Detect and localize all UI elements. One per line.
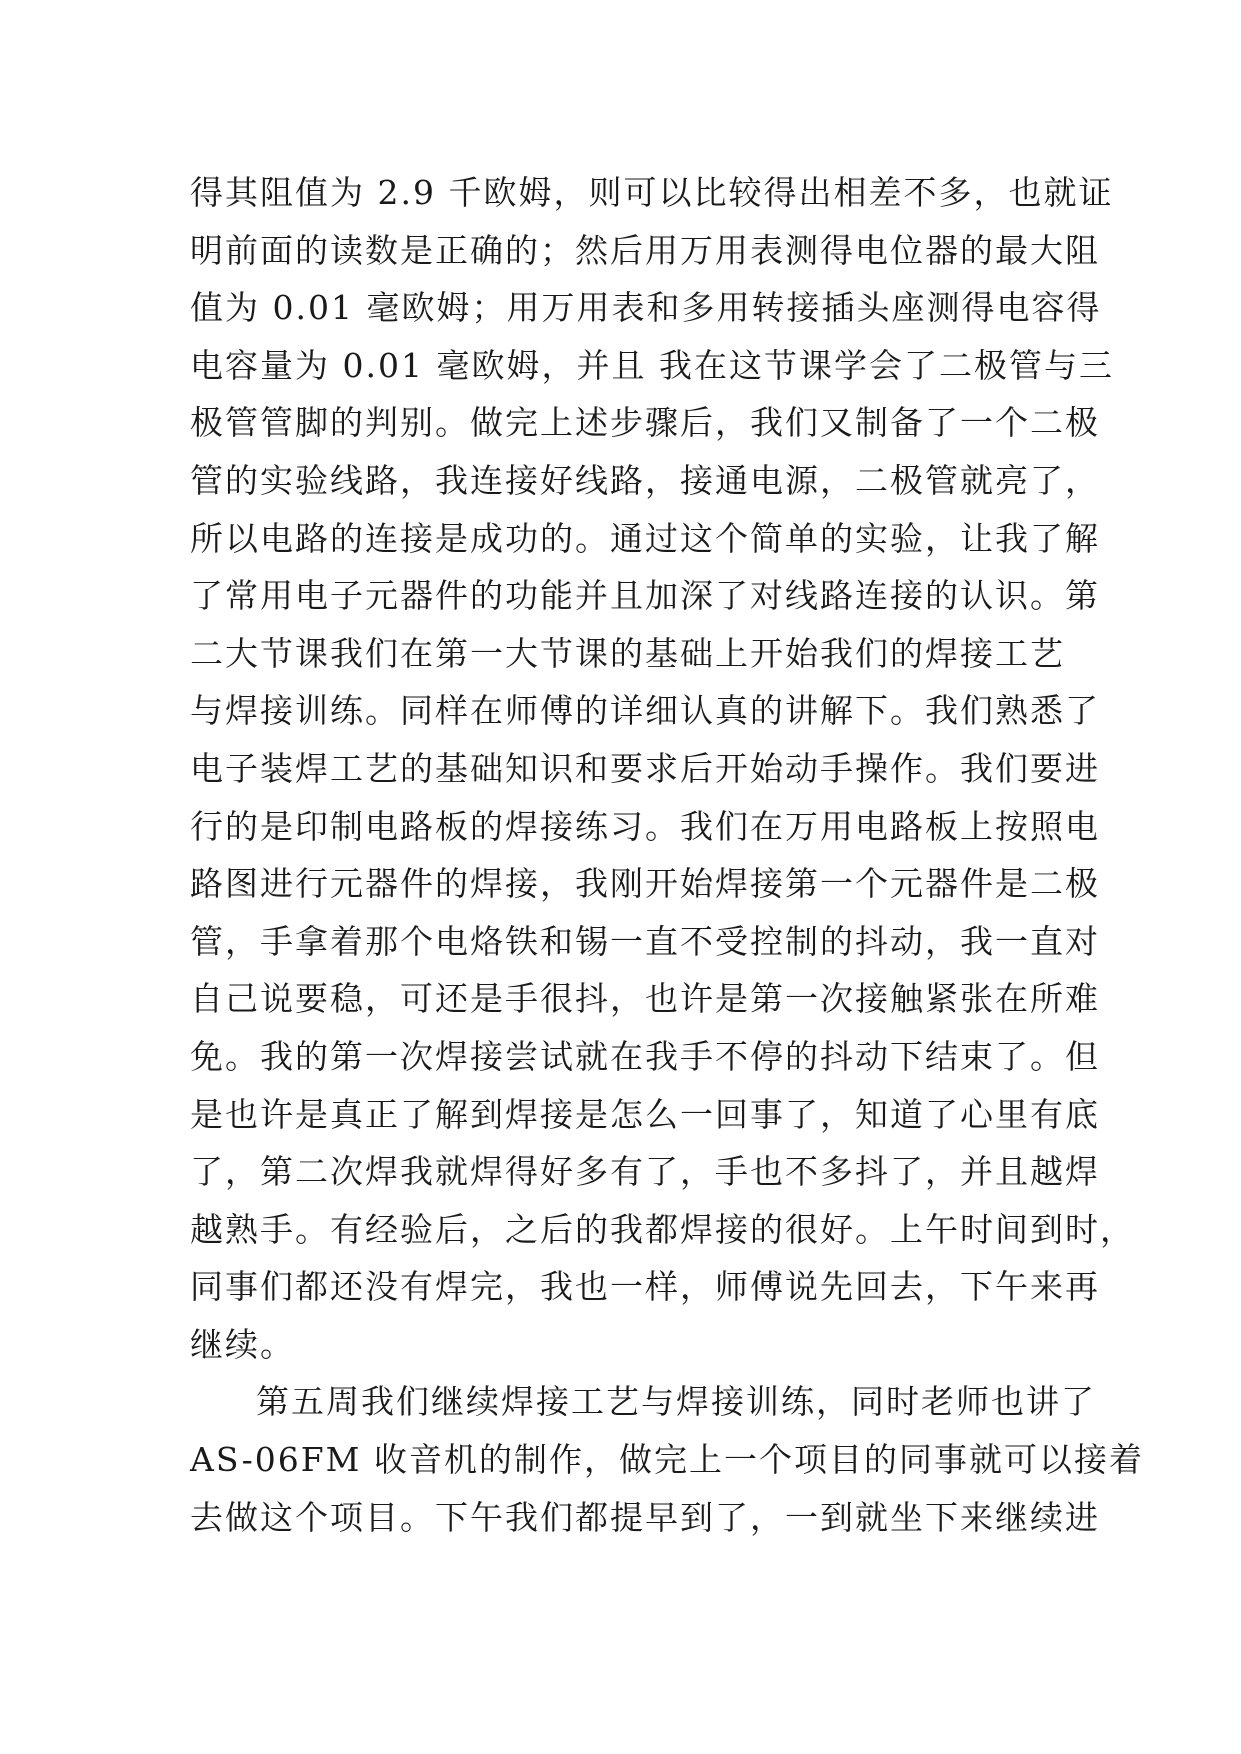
text-line: 继续。 xyxy=(190,1324,295,1364)
text-line: 自己说要稳，可还是手很抖，也许是第一次接触紧张在所难 xyxy=(190,979,1100,1019)
text-line: 路图进行元器件的焊接，我刚开始焊接第一个元器件是二极 xyxy=(190,864,1100,904)
text-line: 所以电路的连接是成功的。通过这个简单的实验，让我了解 xyxy=(190,518,1100,558)
text-line: 值为 0.01 毫欧姆；用万用表和多用转接插头座测得电容得 xyxy=(190,288,1102,328)
document-body xyxy=(190,164,1144,1546)
text-line: 与焊接训练。同样在师傅的详细认真的讲解下。我们熟悉了 xyxy=(190,691,1100,731)
text-line: AS-06FM 收音机的制作，做完上一个项目的同事就可以接着 xyxy=(190,1440,1144,1480)
text-line: 极管管脚的判别。做完上述步骤后，我们又制备了一个二极 xyxy=(190,403,1100,443)
text-line: 同事们都还没有焊完，我也一样，师傅说先回去，下午来再 xyxy=(190,1267,1100,1307)
text-line: 了，第二次焊我就焊得好多有了，手也不多抖了，并且越焊 xyxy=(190,1152,1100,1192)
text-line: 是也许是真正了解到焊接是怎么一回事了，知道了心里有底 xyxy=(190,1094,1100,1134)
text-line: 电子装焊工艺的基础知识和要求后开始动手操作。我们要进 xyxy=(190,748,1100,788)
text-line: 二大节课我们在第一大节课的基础上开始我们的焊接工艺 xyxy=(190,633,1065,673)
text-line: 行的是印制电路板的焊接练习。我们在万用电路板上按照电 xyxy=(190,806,1100,846)
paragraph-2 xyxy=(190,1373,1144,1546)
text-line: 电容量为 0.01 毫欧姆，并且 我在这节课学会了二极管与三 xyxy=(190,345,1114,385)
text-line: 得其阻值为 2.9 千欧姆，则可以比较得出相差不多，也就证 xyxy=(190,173,1114,212)
text-line: 管的实验线路，我连接好线路，接通电源，二极管就亮了， xyxy=(190,460,1100,500)
text-line: 免。我的第一次焊接尝试就在我手不停的抖动下结束了。但 xyxy=(190,1036,1100,1076)
text-line: 去做这个项目。下午我们都提早到了，一到就坐下来继续进 xyxy=(190,1497,1100,1537)
text-line: 越熟手。有经验后，之后的我都焊接的很好。上午时间到时， xyxy=(190,1209,1135,1249)
text-line: 了常用电子元器件的功能并且加深了对线路连接的认识。第 xyxy=(190,576,1100,616)
text-line: 管，手拿着那个电烙铁和锡一直不受控制的抖动，我一直对 xyxy=(190,921,1100,961)
text-line: 明前面的读数是正确的；然后用万用表测得电位器的最大阻 xyxy=(190,230,1100,270)
paragraph-1 xyxy=(190,164,1135,1373)
text-line: 第五周我们继续焊接工艺与焊接训练，同时老师也讲了 xyxy=(256,1382,1096,1422)
